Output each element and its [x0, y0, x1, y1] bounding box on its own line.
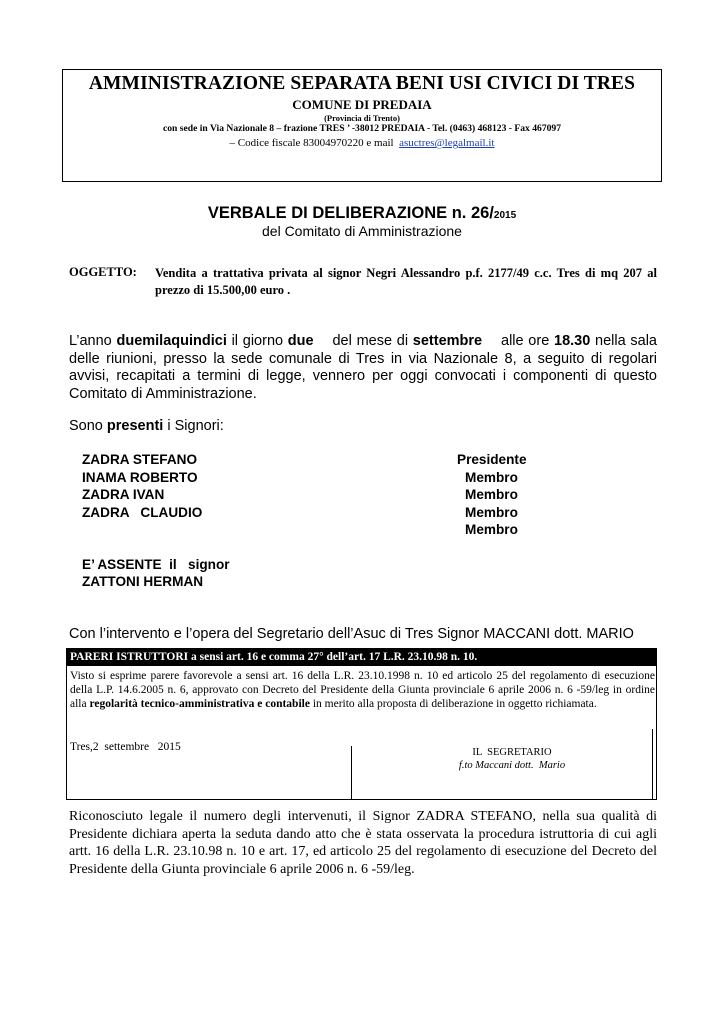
anno-text-1: L’anno: [69, 333, 117, 349]
member-role-extra: Membro: [465, 522, 518, 537]
header-box: [62, 69, 662, 182]
organization-title: AMMINISTRAZIONE SEPARATA BENI USI CIVICI DI TRES: [88, 73, 636, 94]
assente-label: E’ ASSENTE il signor: [82, 557, 230, 572]
pareri-header: PARERI ISTRUTTORI a sensi art. 16 e comma 27° dell’art. 17 L.R. 23.10.98 n. 10.: [67, 649, 656, 666]
verbale-title: [0, 204, 724, 223]
codice-fiscale-text: – Codice fiscale 83004970220 e mail: [229, 137, 394, 149]
anno-text-3: del mese di: [313, 333, 413, 349]
segretario-signature: f.to Maccani dott. Mario: [458, 760, 566, 771]
anno-month-word: settembre: [412, 333, 483, 349]
segretario-label: IL SEGRETARIO: [472, 747, 552, 758]
email-link[interactable]: asuctres@legalmail.it: [399, 137, 495, 149]
pareri-text-1: Visto si esprime parere favorevole a sensi art. 16 della L.R. 23.10.1998 n. 10 ed articolo 25 del regolamento di esecuzione della L.P. 14.6.2005 n. 6, approvato con Decreto del Presidente della Giunta provinciale 6 aprile 2006 n. 6 -59/leg in ordine alla: [70, 670, 655, 710]
divider-line: [351, 746, 352, 800]
anno-paragraph: [69, 333, 657, 403]
anno-day-word: due: [287, 333, 314, 349]
codice-fiscale-line: [63, 137, 661, 149]
riconosciuto-paragraph: Riconosciuto legale il numero degli intervenuti, il Signor ZADRA STEFANO, nella sua qualità di Presidente dichiara aperta la seduta dando atto che è stata osservata la procedura istruttoria di cui agli artt. 16 della L.R. 23.10.98 n. 10 e art. 17, ed articolo 25 del regolamento di esecuzione del Decreto del Presidente della Giunta provinciale 6 aprile 2006 n. 6 -59/leg.: [69, 809, 657, 877]
divider-line: [652, 729, 653, 800]
member-role: Membro: [465, 505, 518, 520]
anno-time: 18.30: [554, 333, 591, 349]
comune-name: COMUNE DI PREDAIA: [292, 97, 432, 112]
member-name: INAMA ROBERTO: [82, 470, 198, 485]
member-role: Presidente: [457, 452, 527, 467]
verbale-subtitle: del Comitato di Amministrazione: [262, 223, 462, 239]
anno-year-word: duemilaquindici: [116, 333, 227, 349]
anno-text-4: alle ore: [482, 333, 554, 349]
oggetto-label: OGGETTO:: [69, 265, 137, 279]
member-role: Membro: [465, 487, 518, 502]
assente-name: ZATTONI HERMAN: [82, 574, 204, 589]
pareri-box: [66, 648, 657, 800]
pareri-bold-text: regolarità tecnico-amministrativa e contabile: [89, 698, 310, 710]
provincia-label: (Provincia di Trento): [324, 113, 400, 123]
verbale-year: 2015: [493, 210, 517, 221]
member-role: Membro: [465, 470, 518, 485]
anno-text-5: nella sala delle riunioni, presso la sede comunale di Tres in via Nazionale 8, a seguito di regolari avvisi, recapitati a termini di legge, vennero per oggi convocati i componenti di questo Comitato di Amministrazione.: [69, 333, 657, 402]
presenti-text-2: i Signori:: [163, 418, 224, 434]
pareri-text-2: in merito alla proposta di deliberazione in oggetto richiamata.: [309, 698, 597, 710]
anno-text-2: il giorno: [226, 333, 288, 349]
member-name: ZADRA CLAUDIO: [82, 505, 203, 520]
member-name: ZADRA STEFANO: [82, 452, 198, 467]
member-name: ZADRA IVAN: [82, 487, 165, 502]
oggetto-text: Vendita a trattativa privata al signor Negri Alessandro p.f. 2177/49 c.c. Tres di mq 207 al prezzo di 15.500,00 euro .: [155, 266, 657, 297]
presenti-word: presenti: [106, 418, 164, 434]
presenti-line: [69, 418, 224, 434]
pareri-text: [70, 669, 655, 711]
pareri-date: Tres,2 settembre 2015: [70, 741, 181, 753]
sede-address: con sede in Via Nazionale 8 – frazione TRES ’ -38012 PREDAIA - Tel. (0463) 468123 - Fax 467097: [162, 123, 562, 134]
presenti-text-1: Sono: [69, 418, 107, 434]
verbale-title-text: VERBALE DI DELIBERAZIONE n. 26/: [207, 204, 494, 222]
intervento-line: Con l’intervento e l’opera del Segretario dell’Asuc di Tres Signor MACCANI dott. MARIO: [69, 626, 634, 642]
